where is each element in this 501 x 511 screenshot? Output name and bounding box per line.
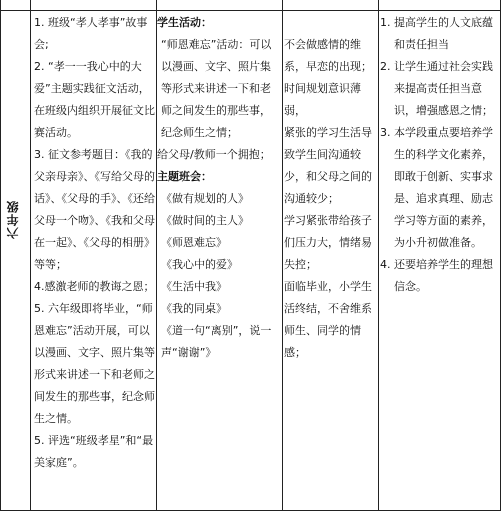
student-activity-column xyxy=(157,12,281,364)
student-activity-item: 给父母/教师一个拥抱； xyxy=(157,148,271,161)
goal-item: 3. 本学段重点要培养学生的科学文化素养，即敢于创新、实事求是、追求真理、励志学习等方面的素养，为小升初做准备。 xyxy=(380,126,493,249)
issue-item: 紧张的学习生活导致学生间沟通较少，和父母之间的沟通较少； xyxy=(284,126,372,205)
issue-item: 不会做感情的维系，早恋的出现； xyxy=(284,38,372,73)
student-activity-item: “师恩难忘”活动：可以以漫画、文字、照片集等形式来讲述一下和老师之间发生的那些事，纪念师生之情； xyxy=(161,38,272,139)
section-heading: 主题班会： xyxy=(157,170,212,183)
goal-item: 4. 还要培养学生的理想信念。 xyxy=(380,258,493,293)
grid-line xyxy=(378,0,379,511)
activity-item: 1. 班级“孝人孝事”故事会; xyxy=(34,16,148,51)
activity-item: 4.感激老师的教诲之恩； xyxy=(34,280,155,293)
theme-item: 《我心中的爱》 xyxy=(161,258,238,271)
activity-item: 5. 六年级即将毕业，“师恩难忘”活动开展，可以以漫画、文字、照片集等形式来讲述一下和老师之间发生的那些事，纪念师生之情。 xyxy=(34,302,155,425)
grid-line xyxy=(30,0,31,511)
grid-line xyxy=(0,10,501,11)
theme-item: 《做时间的主人》 xyxy=(161,214,249,227)
theme-item: 《我的同桌》 xyxy=(161,302,227,315)
theme-item: 《生活中我》 xyxy=(161,280,227,293)
activity-item: 3. 征文参考题目：《我的父亲母亲》、《写给父母的话》、《父母的手》、《还给父母一个吻》、《我和父母在一起》、《父母的相册》等等； xyxy=(34,148,155,271)
goal-column xyxy=(380,12,497,298)
activity-item: 2. “孝一一我心中的大爱”主题实践征文活动，在班级内组织开展征文比赛活动。 xyxy=(34,60,155,139)
section-heading: 学生活动： xyxy=(157,16,212,29)
issue-item: 学习紧张带给孩子们压力大，情绪易失控； xyxy=(284,214,372,271)
activity-item: 5. 评选“班级孝星”和“最美家庭”。 xyxy=(34,434,154,469)
goal-item: 1. 提高学生的人文底蕴和责任担当 xyxy=(380,16,493,51)
issue-item: 时间规划意识薄弱， xyxy=(284,82,361,117)
grid-line xyxy=(282,0,283,511)
goal-item: 2. 让学生通过社会实践来提高责任担当意识，增强感恩之情； xyxy=(380,60,493,117)
issue-item: 面临毕业，小学生活终结，不舍维系师生、同学的情感； xyxy=(284,280,372,359)
grid-line xyxy=(0,0,1,511)
theme-item: 《做有规划的人》 xyxy=(161,192,249,205)
activity-column xyxy=(34,12,156,474)
grade-label: 六年级 xyxy=(6,200,20,240)
theme-item: 《师恩难忘》 xyxy=(161,236,227,249)
issue-column xyxy=(284,34,376,364)
theme-item: 《道一句“离别”，说一声“谢谢”》 xyxy=(161,324,272,359)
